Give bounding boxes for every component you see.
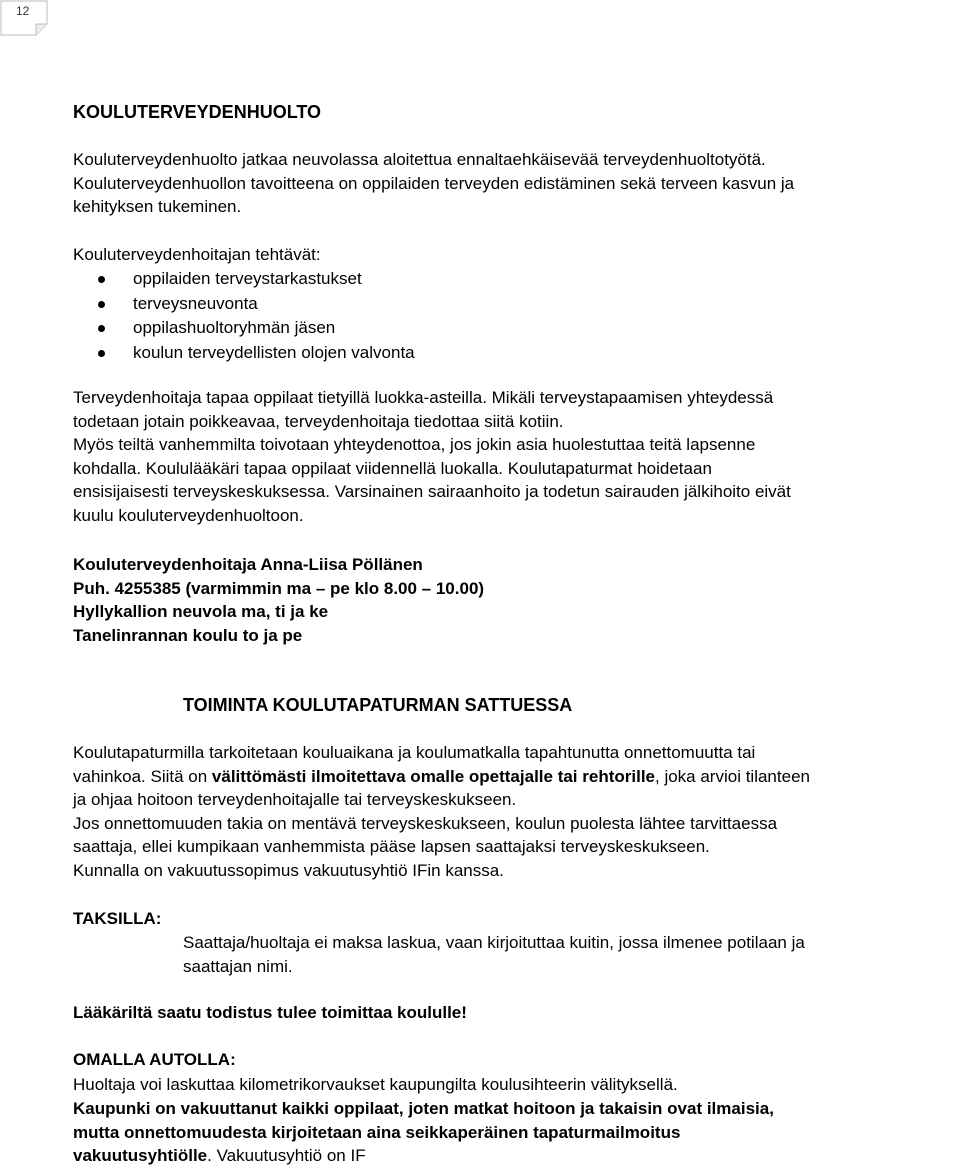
intro-line: Kouluterveydenhuolto jatkaa neuvolassa aloitettua ennaltaehkäisevää terveydenhuoltotyötä. xyxy=(73,150,766,169)
list-item xyxy=(73,341,415,366)
car-line: Huoltaja voi laskuttaa kilometrikorvaukset kaupungilta koulusihteerin välityksellä. xyxy=(73,1075,678,1094)
insurance-line: mutta onnettomuudesta kirjoitetaan aina seikkaperäinen tapaturmailmoitus xyxy=(73,1122,681,1142)
car-heading: OMALLA AUTOLLA: xyxy=(73,1050,236,1069)
accident-line: Jos onnettomuuden takia on mentävä terveyskeskukseen, koulun puolesta lähtee tarvittaessa xyxy=(73,813,778,833)
intro-paragraph xyxy=(73,148,794,219)
tasks-list xyxy=(73,267,415,365)
body-line: kohdalla. Koululääkäri tapaa oppilaat viidennellä luokalla. Koulutapaturmat hoidetaan xyxy=(73,458,712,478)
insurance-emphasis: vakuutusyhtiölle xyxy=(73,1146,208,1165)
bullet-icon xyxy=(98,301,105,308)
task-label: oppilaiden terveystarkastukset xyxy=(133,269,362,288)
taxi-line: saattajan nimi. xyxy=(183,956,293,976)
tasks-list-wrap xyxy=(73,267,415,365)
accident-paragraph xyxy=(73,741,810,882)
task-label: oppilashuoltoryhmän jäsen xyxy=(133,318,336,337)
accident-text: , joka arvioi tilanteen xyxy=(655,766,810,786)
body-line: kuulu kouluterveydenhuoltoon. xyxy=(73,505,304,525)
list-item xyxy=(73,316,415,341)
intro-line: kehityksen tukeminen. xyxy=(73,197,242,216)
bullet-icon xyxy=(98,350,105,357)
contact-name: Kouluterveydenhoitaja Anna-Liisa Pöllänen xyxy=(73,555,423,574)
bullet-icon xyxy=(98,325,105,332)
doctor-note: Lääkäriltä saatu todistus tulee toimittaa koululle! xyxy=(73,1003,467,1022)
insurance-line xyxy=(73,1144,774,1168)
bullet-icon xyxy=(98,276,105,283)
task-label: terveysneuvonta xyxy=(133,293,258,313)
taxi-heading: TAKSILLA: xyxy=(73,909,162,928)
body-line: todetaan jotain poikkeavaa, terveydenhoitaja tiedottaa siitä kotiin. xyxy=(73,411,564,431)
section-title-toiminta: TOIMINTA KOULUTAPATURMAN SATTUESSA xyxy=(183,695,573,715)
page-number-tab xyxy=(0,0,48,36)
accident-line: ja ohjaa hoitoon terveydenhoitajalle tai terveyskeskukseen. xyxy=(73,790,517,809)
taxi-line: Saattaja/huoltaja ei maksa laskua, vaan kirjoituttaa kuitin, jossa ilmenee potilaan ja xyxy=(183,933,805,952)
body-paragraph xyxy=(73,386,791,527)
body-line: ensisijaisesti terveyskeskuksessa. Varsinainen sairaanhoito ja todetun sairauden jälkihoito eivät xyxy=(73,482,791,501)
taxi-paragraph xyxy=(183,931,805,978)
notify-emphasis: välittömästi ilmoitettava omalle opettajalle tai rehtorille xyxy=(211,766,655,786)
accident-line xyxy=(73,765,810,789)
accident-line: Koulutapaturmilla tarkoitetaan kouluaikana ja koulumatkalla tapahtunutta onnettomuutta tai xyxy=(73,743,756,762)
accident-text: vahinkoa. Siitä on xyxy=(73,766,212,786)
insurance-text: . Vakuutusyhtiö on IF xyxy=(207,1146,366,1165)
list-item xyxy=(73,267,415,292)
contact-block xyxy=(73,553,484,647)
body-line: Myös teiltä vanhemmilta toivotaan yhteydenottoa, jos jokin asia huolestuttaa teitä lapsenne xyxy=(73,435,756,454)
contact-phone: Puh. 4255385 (varmimmin ma – pe klo 8.00 – 10.00) xyxy=(73,578,485,598)
intro-line: Kouluterveydenhuollon tavoitteena on oppilaiden terveyden edistäminen sekä terveen kasvun ja xyxy=(73,173,795,193)
list-item xyxy=(73,292,415,317)
tasks-heading: Kouluterveydenhoitajan tehtävät: xyxy=(73,245,321,264)
insurance-line: Kaupunki on vakuuttanut kaikki oppilaat, joten matkat hoitoon ja takaisin ovat ilmaisia, xyxy=(73,1099,774,1118)
task-label: koulun terveydellisten olojen valvonta xyxy=(133,342,415,362)
accident-line: saattaja, ellei kumpikaan vanhemmista pääse lapsen saattajaksi terveyskeskukseen. xyxy=(73,837,710,856)
body-line: Terveydenhoitaja tapaa oppilaat tietyillä luokka-asteilla. Mikäli terveystapaamisen yhteydessä xyxy=(73,388,774,407)
section-title-kouluterveydenhuolto: KOULUTERVEYDENHUOLTO xyxy=(73,102,322,122)
page-number: 12 xyxy=(16,4,30,18)
insurance-paragraph xyxy=(73,1097,774,1168)
contact-location: Hyllykallion neuvola ma, ti ja ke xyxy=(73,602,329,621)
accident-line: Kunnalla on vakuutussopimus vakuutusyhtiö IFin kanssa. xyxy=(73,860,504,880)
contact-location: Tanelinrannan koulu to ja pe xyxy=(73,625,303,645)
